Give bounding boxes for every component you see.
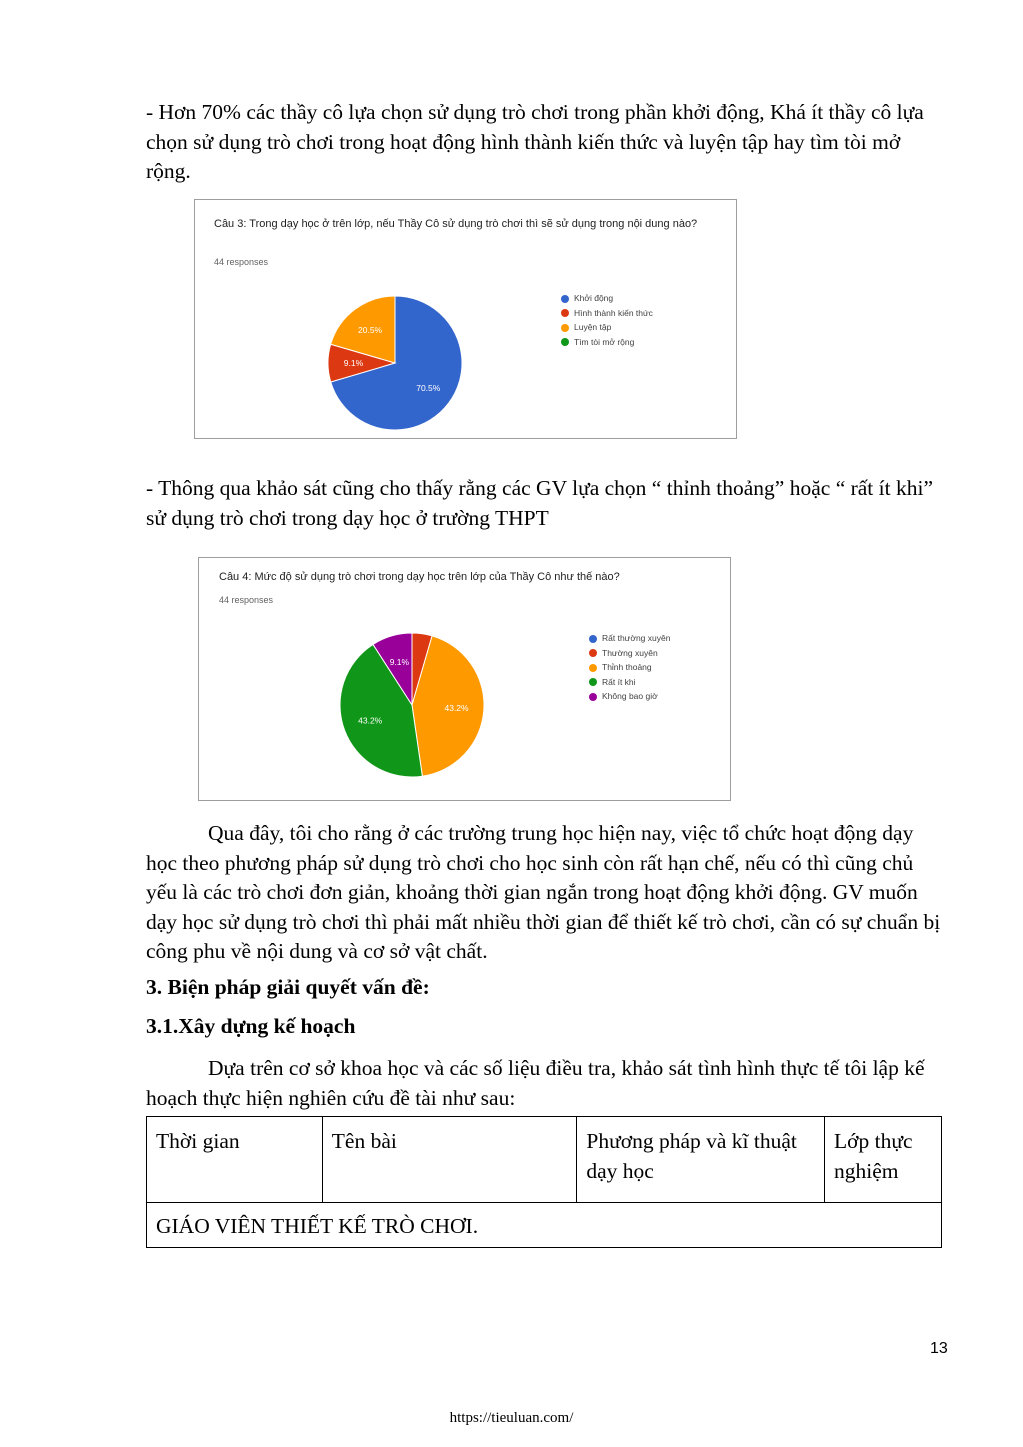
section-heading-3: 3. Biện pháp giải quyết vấn đề: [146, 975, 430, 999]
legend-swatch-icon [561, 324, 569, 332]
middle-paragraph: - Thông qua khảo sát cũng cho thấy rằng các GV lựa chọn “ thỉnh thoảng” hoặc “ rất ít khi” sử dụng trò chơi trong dạy học ở trường THPT [146, 476, 933, 530]
intro-paragraph: - Hơn 70% các thầy cô lựa chọn sử dụng trò chơi trong phần khởi động, Khá ít thầy cô lựa chọn sử dụng trò chơi trong hoạt động hình thành kiến thức và luyện tập hay tìm tòi mở rộng. [146, 100, 924, 183]
chart-2-slice-label-2: 43.2% [444, 703, 469, 714]
table-header-cell: Phương pháp và kĩ thuật dạy học [577, 1117, 825, 1203]
legend-label: Thỉnh thoảng [602, 662, 652, 672]
chart-1-legend-item-0 [561, 291, 653, 306]
conclusion-paragraph: Qua đây, tôi cho rằng ở các trường trung học hiện nay, việc tổ chức hoạt động dạy học theo phương pháp sử dụng trò chơi cho học sinh còn rất hạn chế, nếu có thì cũng chủ yếu là các trò chơi đơn giản, khoảng thời gian ngắn trong hoạt động khởi động. GV muốn dạy học sử dụng trò chơi thì phải mất nhiều thời gian để thiết kế trò chơi, cần có sự chuẩn bị công phu về nội dung và cơ sở vật chất. [146, 821, 941, 963]
chart-1-slice-label-1: 9.1% [343, 358, 364, 369]
legend-label: Rất ít khi [602, 676, 636, 687]
chart-1-legend-item-2 [561, 320, 653, 335]
chart-1-pie [195, 200, 738, 440]
legend-label: Thường xuyên [602, 647, 658, 658]
chart-1-legend [561, 291, 653, 349]
legend-swatch-icon [589, 635, 597, 643]
legend-swatch-icon [589, 693, 597, 701]
legend-label: Khởi động [574, 293, 614, 303]
legend-swatch-icon [561, 295, 569, 303]
plan-paragraph: Dựa trên cơ sở khoa học và các số liệu điều tra, khảo sát tình hình thực tế tôi lập kế hoạch thực hiện nghiên cứu đề tài như sau: [146, 1056, 925, 1110]
table-row [147, 1203, 942, 1248]
chart-2-responses: 44 responses [219, 595, 274, 605]
chart-1-legend-item-1 [561, 306, 653, 321]
legend-label: Hình thành kiến thức [574, 307, 653, 318]
legend-label: Không bao giờ [602, 691, 658, 701]
table-header-cell: Lớp thực nghiệm [825, 1117, 942, 1203]
table-header-cell: Thời gian [147, 1117, 323, 1203]
table-row-cell: GIÁO VIÊN THIẾT KẾ TRÒ CHƠI. [147, 1203, 942, 1248]
table-header-row [147, 1117, 942, 1203]
chart-1-slice-label-0: 70.5% [416, 382, 441, 393]
chart-1-legend-item-3 [561, 335, 653, 350]
chart-2-legend [589, 631, 670, 704]
page-number: 13 [930, 1340, 948, 1357]
chart-2-legend-item-4 [589, 689, 670, 704]
chart-1-responses: 44 responses [214, 257, 269, 267]
footer-url: https://tieuluan.com/ [449, 1410, 574, 1426]
legend-swatch-icon [561, 309, 569, 317]
chart-2-title: Câu 4: Mức độ sử dụng trò chơi trong dạy học trên lớp của Thầy Cô như thế nào? [219, 571, 620, 583]
legend-swatch-icon [589, 678, 597, 686]
chart-2-slice-label-3: 43.2% [358, 715, 383, 726]
chart-2-legend-item-2 [589, 660, 670, 675]
chart-2-legend-item-3 [589, 675, 670, 690]
pie-chart-2 [198, 557, 731, 801]
chart-1-title: Câu 3: Trong dạy học ở trên lớp, nếu Thầy Cô sử dụng trò chơi thì sẽ sử dụng trong nội dung nào? [214, 218, 698, 230]
pie-chart-1 [194, 199, 737, 439]
plan-table [146, 1116, 942, 1248]
legend-swatch-icon [589, 649, 597, 657]
legend-label: Tìm tòi mở rộng [574, 336, 635, 347]
chart-2-legend-item-1 [589, 646, 670, 661]
chart-2-slice-label-4: 9.1% [389, 657, 410, 668]
chart-1-slice-label-2: 20.5% [358, 324, 383, 335]
legend-swatch-icon [561, 338, 569, 346]
legend-label: Luyện tập [574, 322, 612, 332]
table-header-cell: Tên bài [322, 1117, 577, 1203]
legend-swatch-icon [589, 664, 597, 672]
chart-2-legend-item-0 [589, 631, 670, 646]
legend-label: Rất thường xuyên [602, 633, 671, 643]
section-heading-3-1: 3.1.Xây dựng kế hoạch [146, 1014, 356, 1038]
